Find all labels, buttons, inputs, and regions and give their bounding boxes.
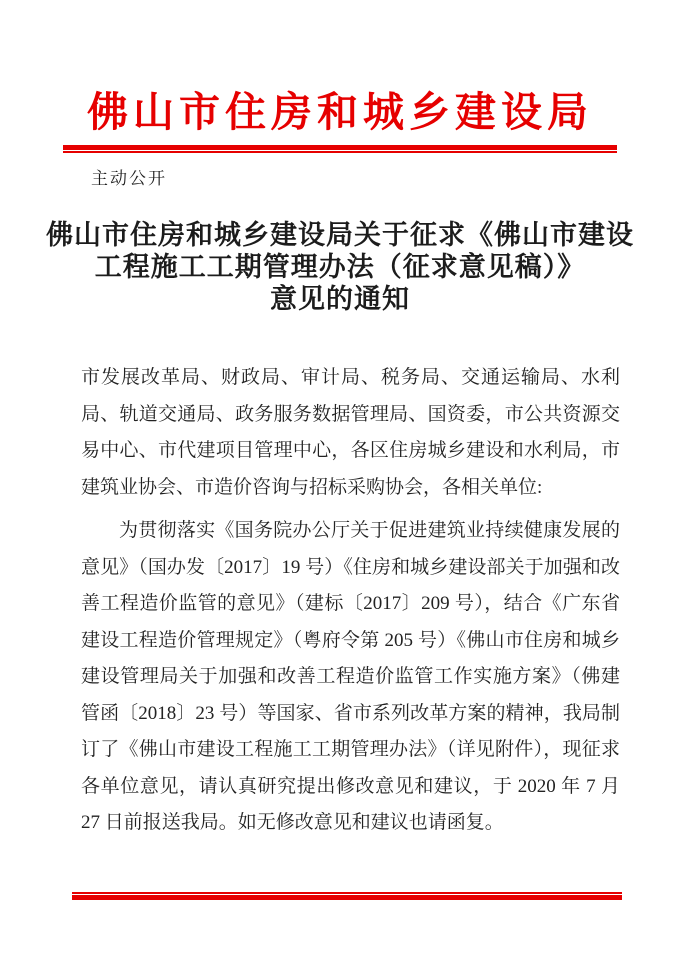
document-title-line-1: 佛山市住房和城乡建设局关于征求《佛山市建设 bbox=[46, 220, 634, 250]
divider-thin-bar bbox=[63, 151, 617, 153]
document-body bbox=[81, 360, 620, 842]
masthead-divider-line bbox=[63, 145, 617, 153]
agency-masthead-title: 佛山市住房和城乡建设局 bbox=[87, 89, 593, 135]
document-title-line-3: 意见的通知 bbox=[270, 284, 410, 314]
document-title bbox=[40, 219, 640, 315]
document-title-line-2: 工程施工工期管理办法（征求意见稿）》 bbox=[94, 252, 586, 282]
footer-divider-line bbox=[72, 892, 622, 900]
main-paragraph: 为贯彻落实《国务院办公厅关于促进建筑业持续健康发展的意见》（国办发〔2017〕19 号）《住房和城乡建设部关于加强和改善工程造价监管的意见》（建标〔2017〕209 号），结合《广东省建设工程造价管理规定》（粤府令第 205 号）《佛山市住房和城乡建设管理局关于加强和改善工程造价监管工作实施方案》（佛建管函〔2018〕23 号）等国家、省市系列改革方案的精神，我局制订了《佛山市建设工程施工工期管理办法》（详见附件），现征求各单位意见，请认真研究提出修改意见和建议，于 2020 年 7 月 27 日前报送我局。如无修改意见和建议也请函复。 bbox=[81, 520, 620, 833]
recipients-paragraph: 市发展改革局、财政局、审计局、税务局、交通运输局、水利局、轨道交通局、政务服务数据管理局、国资委，市公共资源交易中心、市代建项目管理中心，各区住房城乡建设和水利局，市建筑业协会、市造价咨询与招标采购协会，各相关单位: bbox=[81, 367, 620, 498]
disclosure-label: 主动公开 bbox=[91, 169, 167, 188]
footer-thick-bar bbox=[72, 895, 622, 900]
